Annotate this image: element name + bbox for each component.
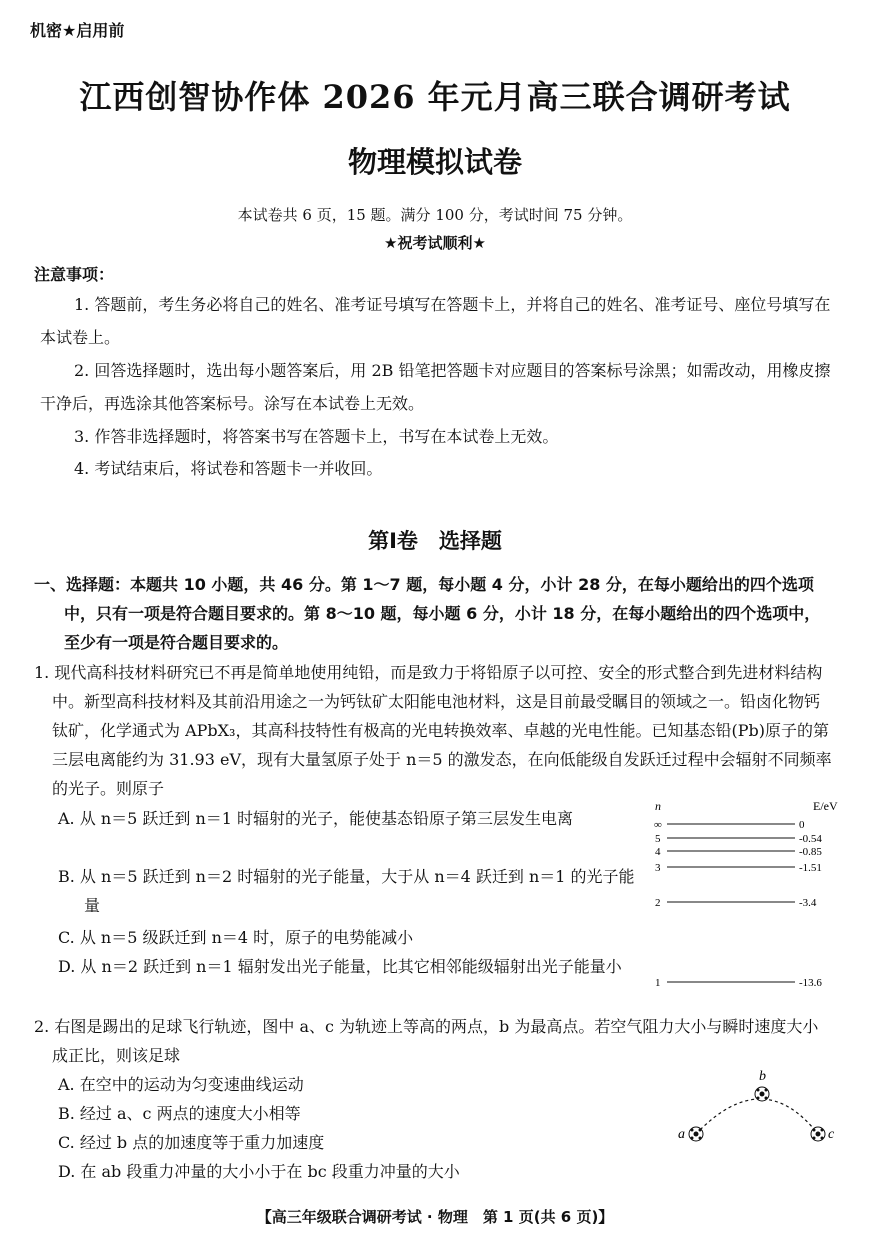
level-3 <box>655 862 822 874</box>
q2-option-c[interactable] <box>58 1128 648 1157</box>
q2-option-b-text: B. 经过 a、c 两点的速度大小相等 <box>58 1104 301 1123</box>
q2-option-d-text: D. 在 ab 段重力冲量的大小小于在 bc 段重力冲量的大小 <box>58 1162 460 1181</box>
level-n-label: 1 <box>655 977 661 989</box>
energy-axis-label: E/eV <box>813 799 838 813</box>
q2-option-a-text: A. 在空中的运动为匀变速曲线运动 <box>58 1075 304 1094</box>
level-n-label: 5 <box>655 833 661 845</box>
question-2-text: 2. 右图是踢出的足球飞行轨迹，图中 a、c 为轨迹上等高的两点，b 为最高点。若空气阻力大小与瞬时速度大小成正比，则该足球 <box>34 1017 819 1065</box>
level-e-label: -1.51 <box>799 862 822 874</box>
level-4 <box>655 846 822 858</box>
notice-item-4: 4. 考试结束后，将试卷和答题卡一并收回。 <box>74 459 383 478</box>
point-c-label: c <box>828 1127 835 1142</box>
question-1-stem <box>34 658 834 803</box>
notice-item-2: 2. 回答选择题时，选出每小题答案后，用 2B 铅笔把答题卡对应题目的答案标号涂黑；如需改动，用橡皮擦干净后，再选涂其他答案标号。涂写在本试卷上无效。 <box>40 361 831 413</box>
q1-option-a-text: A. 从 n＝5 跃迁到 n＝1 时辐射的光子，能使基态铅原子第三层发生电离 <box>58 809 574 828</box>
q2-option-b[interactable] <box>58 1099 648 1128</box>
question-2-stem <box>34 1012 834 1070</box>
paper-info: 本试卷共 6 页，15 题。满分 100 分，考试时间 75 分钟。 <box>237 206 633 224</box>
paper-subtitle: 物理模拟试卷 <box>347 145 522 179</box>
ball-c-icon <box>811 1127 825 1141</box>
q1-option-c-text: C. 从 n＝5 级跃迁到 n＝4 时，原子的电势能减小 <box>58 928 414 947</box>
good-luck-line: ★祝考试顺利★ <box>384 234 486 252</box>
part-title: 第Ⅰ卷 选择题 <box>368 529 502 553</box>
level-e-label: -0.85 <box>799 846 822 858</box>
q1-option-a[interactable] <box>58 804 648 833</box>
level-e-label: 0 <box>799 819 805 831</box>
q1-option-d[interactable] <box>58 952 648 981</box>
page-footer: 【高三年级联合调研考试 · 物理 第 1 页(共 6 页)】 <box>256 1208 614 1226</box>
level-infinity <box>654 819 805 831</box>
notice-item-3: 3. 作答非选择题时，将答案书写在答题卡上，书写在本试卷上无效。 <box>74 427 559 446</box>
football-trajectory-diagram <box>668 1066 848 1156</box>
level-5 <box>655 833 822 845</box>
level-e-label: -13.6 <box>799 977 822 989</box>
q1-option-d-text: D. 从 n＝2 跃迁到 n＝1 辐射发出光子能量，比其它相邻能级辐射出光子能量小 <box>58 957 622 976</box>
level-n-label: 4 <box>655 846 661 858</box>
level-2 <box>655 897 817 909</box>
point-a-label: a <box>678 1127 685 1142</box>
notice-item-1: 1. 答题前，考生务必将自己的姓名、准考证号填写在答题卡上，并将自己的姓名、准考证号、座位号填写在本试卷上。 <box>40 295 831 347</box>
point-b-label: b <box>759 1069 766 1084</box>
exam-title: 江西创智协作体 2026 年元月高三联合调研考试 <box>79 78 791 116</box>
trajectory-path <box>696 1099 818 1134</box>
energy-level-diagram <box>645 792 845 997</box>
question-1-text: 1. 现代高科技材料研究已不再是简单地使用纯铅，而是致力于将铅原子以可控、安全的形式整合到先进材料结构中。新型高科技材料及其前沿用途之一为钙钛矿太阳能电池材料，这是目前最受瞩目的领域之一。铅卤化物钙钛矿，化学通式为 APbX₃，其高科技特性有极高的光电转换效率、卓越的光电性能。已知基态铅(Pb)原子的第三层电离能约为 31.93 eV，现有大量氢原子处于 n＝5 的激发态，在向低能级自发跃迁过程中会辐射不同频率的光子。则原子 <box>34 663 832 798</box>
section-text: 一、选择题：本题共 10 小题，共 46 分。第 1～7 题，每小题 4 分，小计 28 分，在每小题给出的四个选项中，只有一项是符合题目要求的。第 8～10 题，每小题 6 分，小计 18 分，在每小题给出的四个选项中，至少有一项是符合题目要求的。 <box>34 575 821 652</box>
ball-b-icon <box>755 1087 769 1101</box>
level-n-label: ∞ <box>654 819 662 831</box>
confidential-mark: 机密★启用前 <box>30 21 125 40</box>
notice-heading: 注意事项： <box>34 265 115 284</box>
level-1 <box>655 977 822 989</box>
q2-option-a[interactable] <box>58 1070 648 1099</box>
level-n-label: 2 <box>655 897 661 909</box>
q2-option-c-text: C. 经过 b 点的加速度等于重力加速度 <box>58 1133 325 1152</box>
level-e-label: -0.54 <box>799 833 822 845</box>
ball-a-icon <box>689 1127 703 1141</box>
level-n-label: 3 <box>655 862 661 874</box>
level-e-label: -3.4 <box>799 897 817 909</box>
q1-option-b[interactable] <box>58 862 648 920</box>
q1-option-c[interactable] <box>58 923 648 952</box>
section-instructions <box>34 570 834 657</box>
q2-option-d[interactable] <box>58 1157 648 1186</box>
q1-option-b-text: B. 从 n＝5 跃迁到 n＝2 时辐射的光子能量，大于从 n＝4 跃迁到 n＝1 的光子能量 <box>58 867 635 915</box>
n-axis-label: n <box>655 799 661 813</box>
